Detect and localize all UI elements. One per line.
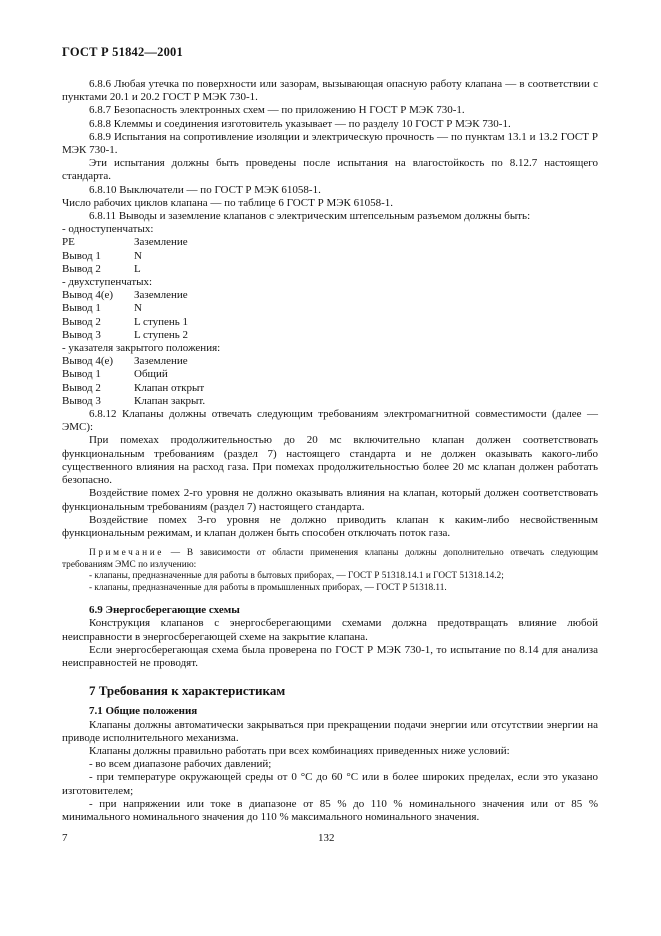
terminal-row	[62, 355, 598, 368]
terminal-row	[62, 316, 598, 329]
terminal-value: Заземление	[134, 355, 188, 368]
terminal-key: Вывод 1	[62, 302, 101, 315]
page-header: ГОСТ Р 51842—2001	[62, 45, 183, 59]
condition-item: - во всем диапазоне рабочих давлений;	[89, 758, 272, 771]
section-6-9-heading: 6.9 Энергосберегающие схемы	[89, 604, 240, 617]
terminal-key: Вывод 2	[62, 315, 101, 328]
group-title: - указателя закрытого положения:	[62, 342, 221, 355]
paragraph-emc-level-2: Воздействие помех 2-го уровня не должно оказывать влияния на клапан, который должен соответствовать функциональным требованиям (раздел 7) настоящего стандарта.	[62, 487, 598, 513]
paragraph-emc-level-3: Воздействие помех 3-го уровня не должно приводить клапан к каким-либо несвойственным функциональным режимам, и клапан должен быть способен отключать поток газа.	[62, 513, 598, 539]
terminal-value: Заземление	[134, 289, 188, 302]
page-number-left: 7	[62, 832, 68, 844]
group-title: - одноступенчатых:	[62, 223, 154, 236]
terminal-key: Вывод 4(е)	[62, 289, 114, 302]
note-item: - клапаны, предназначенные для работы в промышленных приборах, — ГОСТ Р 51318.11.	[89, 582, 447, 593]
terminal-value: Общий	[134, 368, 168, 381]
group-title: - двухступенчатых:	[62, 276, 153, 289]
paragraph-6-8-7: 6.8.7 Безопасность электронных схем — по приложению Н ГОСТ Р МЭК 730-1.	[89, 104, 465, 117]
paragraph-6-8-6: 6.8.6 Любая утечка по поверхности или зазорам, вызывающая опасную работу клапана — в соответствии с пунктами 20.1 и 20.2 ГОСТ Р МЭК 730-1.	[62, 78, 598, 104]
condition-item: - при напряжении или токе в диапазоне от 85 % до 110 % номинального значения или от 85 % минимального номинального значения до 110 % максимального номинального значения.	[62, 797, 598, 823]
paragraph-7-1-close: Клапаны должны автоматически закрываться при прекращении подачи энергии или отсутствии энергии на приводе исполнительного механизма.	[62, 718, 598, 744]
terminal-value: Заземление	[134, 236, 188, 249]
terminal-key: PE	[62, 236, 75, 249]
paragraph-6-9-design: Конструкция клапанов с энергосберегающими схемами должна предотвращать влияние любой неисправности в энергосберегающей схеме на закрытие клапана.	[62, 617, 598, 643]
terminal-value: L	[134, 262, 141, 275]
terminal-group-single-stage	[62, 223, 598, 276]
condition-item: - при температуре окружающей среды от 0 °С до 60 °С или в более широких пределах, если это указано изготовителем;	[62, 771, 598, 797]
terminal-row	[62, 329, 598, 342]
paragraph-6-8-10: 6.8.10 Выключатели — по ГОСТ Р МЭК 61058-1.	[89, 183, 321, 196]
note-text: Примечание — В зависимости от области применения клапаны должны дополнительно отвечать следующим требованиям ЭМС по излучению:	[62, 548, 598, 570]
terminal-row	[62, 302, 598, 315]
terminal-row	[62, 395, 598, 408]
terminal-key: Вывод 1	[62, 249, 101, 262]
terminal-key: Вывод 2	[62, 262, 101, 275]
terminal-key: Вывод 3	[62, 394, 101, 407]
terminal-value: Клапан закрыт.	[134, 394, 206, 407]
terminal-key: Вывод 2	[62, 381, 101, 394]
note-label: Примечание	[89, 548, 164, 559]
terminal-row	[62, 263, 598, 276]
section-7-heading: 7 Требования к характеристикам	[89, 683, 286, 699]
terminal-group-closed-indicator	[62, 342, 598, 408]
terminal-group-two-stage	[62, 276, 598, 342]
note-block	[62, 548, 598, 594]
terminal-row	[62, 382, 598, 395]
page-number-center: 132	[318, 832, 335, 844]
terminal-row	[62, 250, 598, 263]
paragraph-6-8-9: 6.8.9 Испытания на сопротивление изоляции и электрическую прочность — по пунктам 13.1 и 13.2 ГОСТ Р МЭК 730-1.	[62, 130, 598, 157]
paragraph-cycles: Число рабочих циклов клапана — по таблице 6 ГОСТ Р МЭК 61058-1.	[62, 196, 393, 209]
terminal-row	[62, 368, 598, 381]
terminal-value: Клапан открыт	[134, 381, 205, 394]
terminal-key: Вывод 4(е)	[62, 355, 114, 368]
paragraph-6-8-12: 6.8.12 Клапаны должны отвечать следующим требованиям электромагнитной совместимости (далее — ЭМС):	[62, 408, 598, 434]
paragraph-6-8-9-tests: Эти испытания должны быть проведены после испытания на влагостойкость по 8.12.7 настоящего стандарта.	[62, 157, 598, 183]
paragraph-7-1-conditions: Клапаны должны правильно работать при всех комбинациях приведенных ниже условий:	[89, 744, 510, 757]
terminal-value: L ступень 2	[134, 328, 189, 341]
paragraph-6-8-8: 6.8.8 Клеммы и соединения изготовитель указывает — по разделу 10 ГОСТ Р МЭК 730-1.	[89, 117, 511, 130]
terminal-value: L ступень 1	[134, 315, 189, 328]
terminal-value: N	[134, 302, 142, 315]
terminal-key: Вывод 3	[62, 328, 101, 341]
document-body	[62, 78, 598, 824]
paragraph-6-9-check: Если энергосберегающая схема была проверена по ГОСТ Р МЭК 730-1, то испытание по 8.14 для анализа неисправностей не проводят.	[62, 643, 598, 669]
note-item: - клапаны, предназначенные для работы в бытовых приборах, — ГОСТ Р 51318.14.1 и ГОСТ 51318.14.2;	[89, 571, 504, 582]
terminal-row	[62, 289, 598, 302]
paragraph-emc-short: При помехах продолжительностью до 20 мс включительно клапан должен соответствовать функциональным требованиям (раздел 7) настоящего стандарта и не должен оказывать какого-либо существенного влияния на расход газа. При помехах продолжительностью более 20 мс клапан должен работать безопасно.	[62, 434, 598, 487]
terminal-row	[62, 236, 598, 249]
terminal-key: Вывод 1	[62, 368, 101, 381]
terminal-value: N	[134, 249, 142, 262]
paragraph-6-8-11: 6.8.11 Выводы и заземление клапанов с электрическим штепсельным разъемом должны быть:	[89, 210, 531, 223]
section-7-1-heading: 7.1 Общие положения	[89, 705, 198, 718]
